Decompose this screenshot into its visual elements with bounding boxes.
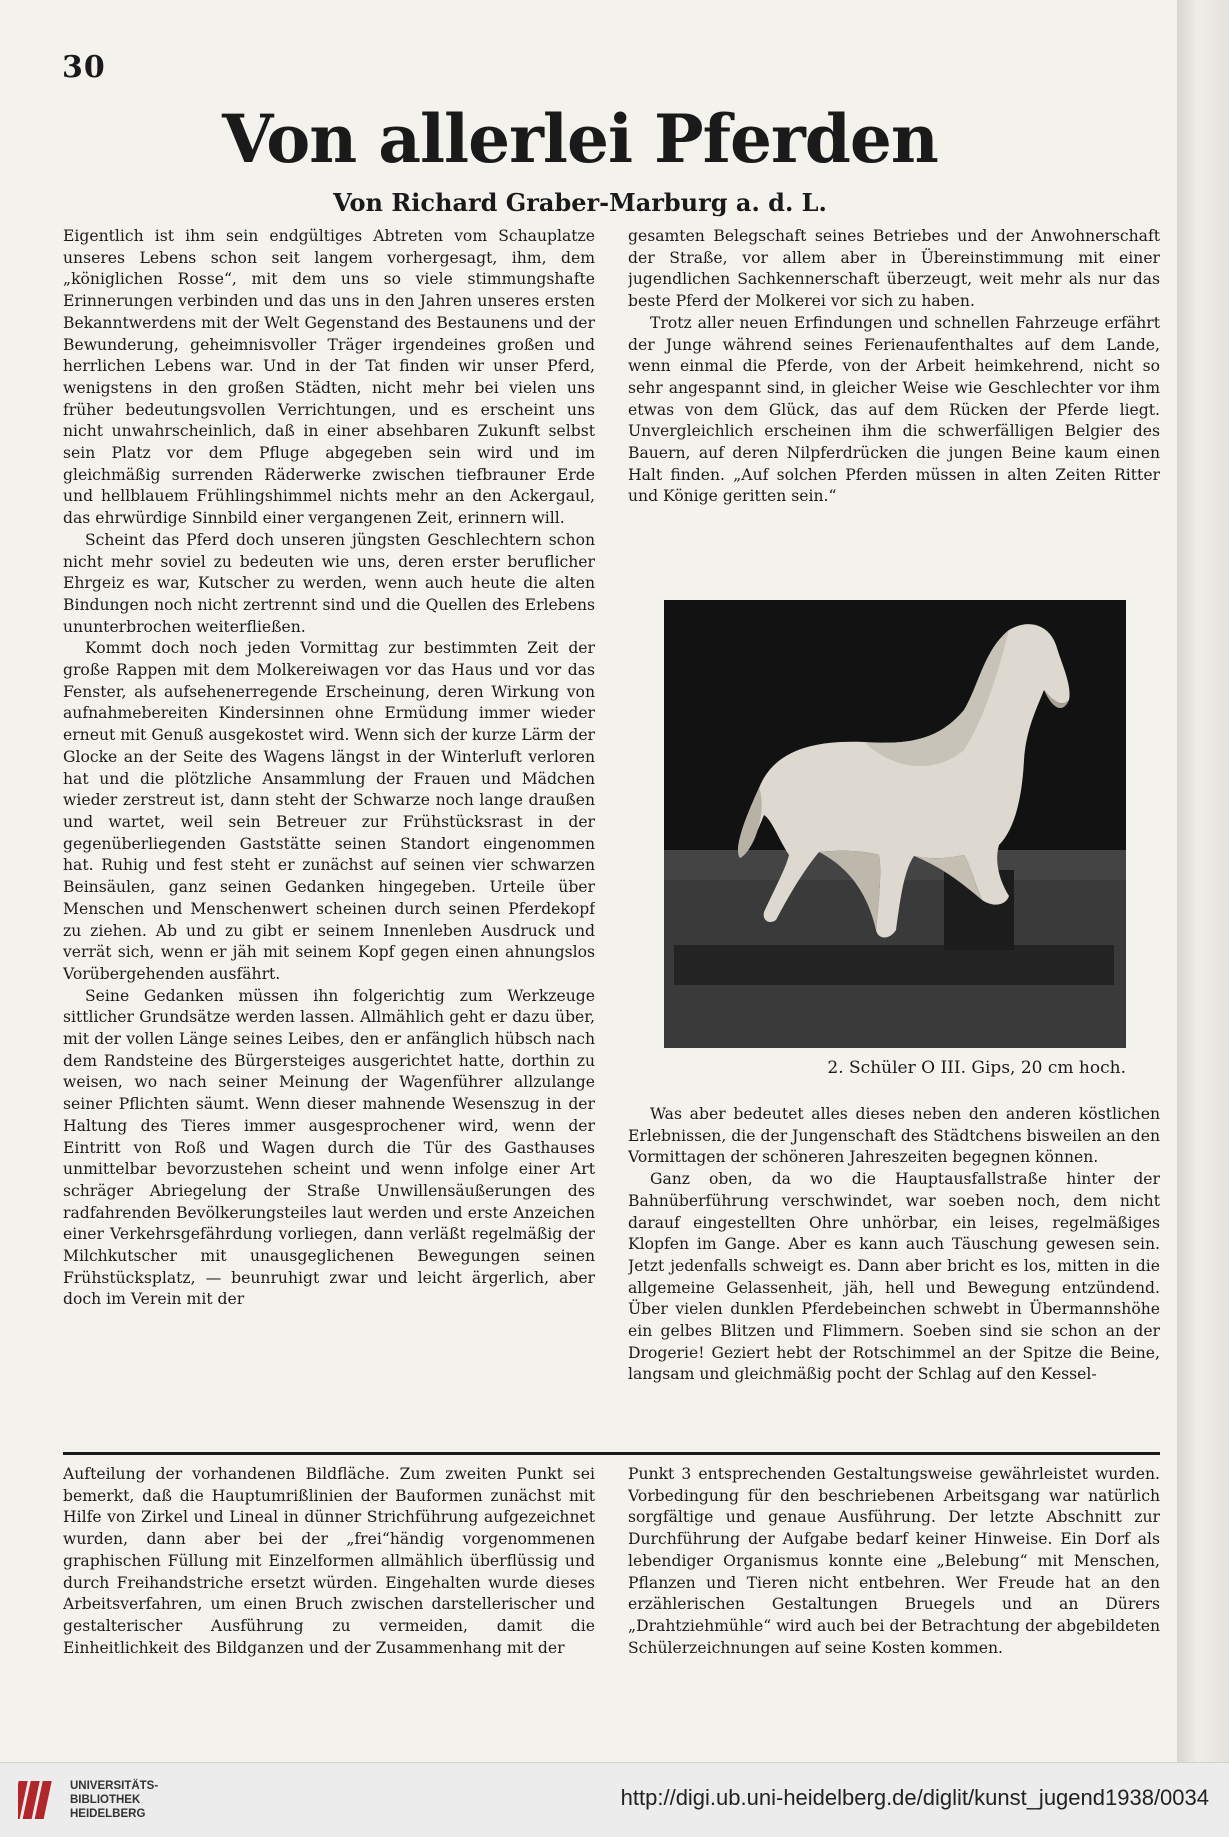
university-logo-icon	[18, 1775, 58, 1825]
article-title: Von allerlei Pferden	[222, 100, 938, 178]
scan-edge	[1177, 0, 1229, 1762]
permalink-url[interactable]: http://digi.ub.uni-heidelberg.de/diglit/kunst_jugend1938/0034	[620, 1785, 1209, 1810]
paragraph: Trotz aller neuen Erfindungen und schnellen Fahrzeuge erfährt der Junge während seines Ferienaufenthaltes auf dem Lande, wenn einmal die Pferde, von der Arbeit heimkehrend, nicht so sehr angespannt sind, in gleicher Weise wie Geschlechter vor ihm etwas von dem Glück, das auf dem Rücken der Pferde liegt. Unvergleichlich erscheinen ihm die schwerfälligen Belgier des Bauern, auf deren Nilpferdrücken die jungen Beine kaum einen Halt finden. „Auf solchen Pferden müssen in alten Zeiten Ritter und Könige geritten sein.“	[628, 313, 1160, 506]
paragraph: Scheint das Pferd doch unseren jüngsten Geschlechtern schon nicht mehr soviel zu bedeuten wie uns, deren erster beruflicher Ehrgeiz es war, Kutscher zu werden, wenn auch heute die alten Bindungen noch nicht zertrennt sind und die Quellen des Erlebens ununterbrochen weiterfließen.	[63, 530, 595, 636]
paragraph: Kommt doch noch jeden Vormittag zur bestimmten Zeit der große Rappen mit dem Molkereiwagen vor das Haus und vor das Fenster, als aufsehenerregende Erscheinung, deren Wirkung von aufnahmebereiten Kindersinnen ohne Ermüdung immer wieder erneut mit Genuß ausgekostet wird. Wenn sich der kurze Lärm der Glocke an der Seite des Wagens längst in der Winterluft verloren hat und die plötzliche Ansammlung der Frauen und Mädchen wieder zerstreut ist, dann steht der Schwarze noch lange draußen und wartet, weil sein Betreuer zur Frühstücksrast in der gegenüberliegenden Gaststätte seinen Standort eingenommen hat. Ruhig und fest steht er zunächst auf seinen vier schwarzen Beinsäulen, ganz seinen Gedanken hingegeben. Urteile über Menschen und Menschenwert scheinen durch seinen Pferdekopf zu ziehen. Ab und zu gibt er seinem Innenleben Ausdruck und verrät sich, wenn er jäh mit seinem Kopf gegen einen ahnungslos Vorübergehenden ausfährt.	[63, 639, 595, 983]
section-divider	[63, 1452, 1160, 1455]
library-footer	[0, 1762, 1229, 1837]
institution-name	[70, 1779, 158, 1821]
figure-caption: 2. Schüler O III. Gips, 20 cm hoch.	[827, 1058, 1126, 1078]
left-column	[63, 226, 595, 1442]
right-column-top	[628, 226, 1160, 570]
horse-sculpture-photo	[664, 600, 1126, 1048]
paragraph: gesamten Belegschaft seines Betriebes und der Anwohnerschaft der Straße, vor allem aber in Übereinstimmung mit einer jugendlichen Sachkennerschaft überzeugt, weit mehr als nur das beste Pferd der Molkerei vor sich zu haben.	[628, 227, 1160, 311]
lower-right-column	[628, 1464, 1160, 1696]
paragraph: Aufteilung der vorhandenen Bildfläche. Zum zweiten Punkt sei bemerkt, daß die Hauptumrißlinien der Bauformen zunächst mit Hilfe von Zirkel und Lineal in dünner Strichführung aufgezeichnet wurden, dann aber bei der „frei“händig vorgenommenen graphischen Füllung mit Einzelformen allmählich überflüssig und durch Freihandstriche ersetzt würden. Eingehalten wurde dieses Arbeitsverfahren, um einen Bruch zwischen darstellerischer und gestalterischer Ausführung zu vermeiden, damit die Einheitlichkeit des Bildganzen und der Zusammenhang mit der	[63, 1465, 595, 1657]
institution-line: BIBLIOTHEK	[70, 1794, 141, 1806]
paragraph: Was aber bedeutet alles dieses neben den anderen köstlichen Erlebnissen, die der Jungenschaft des Städtchens bisweilen an den Vormittagen der schöneren Jahreszeiten begegnen können.	[628, 1105, 1160, 1167]
paragraph: Eigentlich ist ihm sein endgültiges Abtreten vom Schauplatze unseres Lebens schon seit langem vorhergesagt, ihm, dem „königlichen Rosse“, mit dem uns so viele stimmungshafte Erinnerungen verbinden und das uns in den Jahren unseres ersten Bekanntwerdens mit der Welt Gegenstand des Bestaunens und der Bewunderung, geheimnisvoller Träger irgendeines großen und herrlichen Lebens war. Und in der Tat finden wir unser Pferd, wenigstens in den großen Städten, nicht mehr bei vielen uns früher bedeutungsvollen Verrichtungen, und es erscheint uns nicht unwahrscheinlich, daß in einer absehbaren Zukunft selbst sein Platz vor dem Pfluge abgegeben sein wird und im gleichmäßig surrenden Räderwerke zwischen tiefbrauner Erde und hellblauem Frühlingshimmel nichts mehr an den Ackergaul, das ehrwürdige Sinnbild einer vergangenen Zeit, erinnern will.	[63, 227, 595, 528]
paragraph: Ganz oben, da wo die Hauptausfallstraße hinter der Bahnüberführung verschwindet, war soeben noch, dem nicht darauf eingestellten Ohre unhörbar, ein leises, regelmäßiges Klopfen im Gange. Aber es kann auch Täuschung gewesen sein. Jetzt jedenfalls schweigt es. Dann aber bricht es los, mitten in die allgemeine Gelassenheit, jäh, hell und Bewegung entzündend. Über vielen dunklen Pferdebeinchen schwebt in Übermannshöhe ein gelbes Blitzen und Flimmern. Soeben sind sie schon an der Drogerie! Geziert hebt der Rotschimmel an der Spitze die Beine, langsam und gleichmäßig pocht der Schlag auf den Kessel-	[628, 1170, 1160, 1384]
institution-line: HEIDELBERG	[70, 1808, 146, 1820]
lower-left-column	[63, 1464, 595, 1696]
article-byline: Von Richard Graber-Marburg a. d. L.	[333, 188, 827, 217]
page-number: 30	[62, 50, 106, 85]
right-column-bottom	[628, 1104, 1160, 1444]
paragraph: Punkt 3 entsprechenden Gestaltungsweise gewährleistet wurden. Vorbedingung für den beschriebenen Arbeitsgang war natürlich sorgfältige und genaue Ausführung. Der letzte Abschnitt zur Durchführung der Aufgabe bedarf keiner Hinweise. Ein Dorf als lebendiger Organismus konnte eine „Belebung“ mit Menschen, Pflanzen und Tieren nicht entbehren. Wer Freude hat an den erzählerischen Gestaltungen Bruegels und an Dürers „Drahtziehmühle“ wird auch bei der Betrachtung der abgebildeten Schülerzeichnungen auf seine Kosten kommen.	[628, 1465, 1160, 1657]
paragraph: Seine Gedanken müssen ihn folgerichtig zum Werkzeuge sittlicher Grundsätze werden lassen. Allmählich geht er dazu über, mit der vollen Länge seines Leibes, den er anfänglich hübsch nach dem Randsteine des Bürgersteiges ausgerichtet hatte, dorthin zu weisen, wo nach seiner Meinung der Wagenführer allzulange seiner Pflichten säumt. Wenn dieser mahnende Wesenszug in der Haltung des Tieres immer ausgesprochener wird, wenn der Eintritt von Roß und Wagen durch die Tür des Gasthauses unmittelbar bevorzustehen scheint und wenn infolge einer Art schräger Abriegelung der Straße Unwillensäußerungen des radfahrenden Bevölkerungsteiles laut werden und erste Anzeichen einer Verkehrsgefährdung vorliegen, dann verläßt regelmäßig der Milchkutscher mit unausgeglichenen Bewegungen seinen Frühstücksplatz, — beunruhigt zwar und leicht ärgerlich, aber doch im Verein mit der	[63, 986, 595, 1309]
institution-line: UNIVERSITÄTS-	[70, 1780, 159, 1792]
